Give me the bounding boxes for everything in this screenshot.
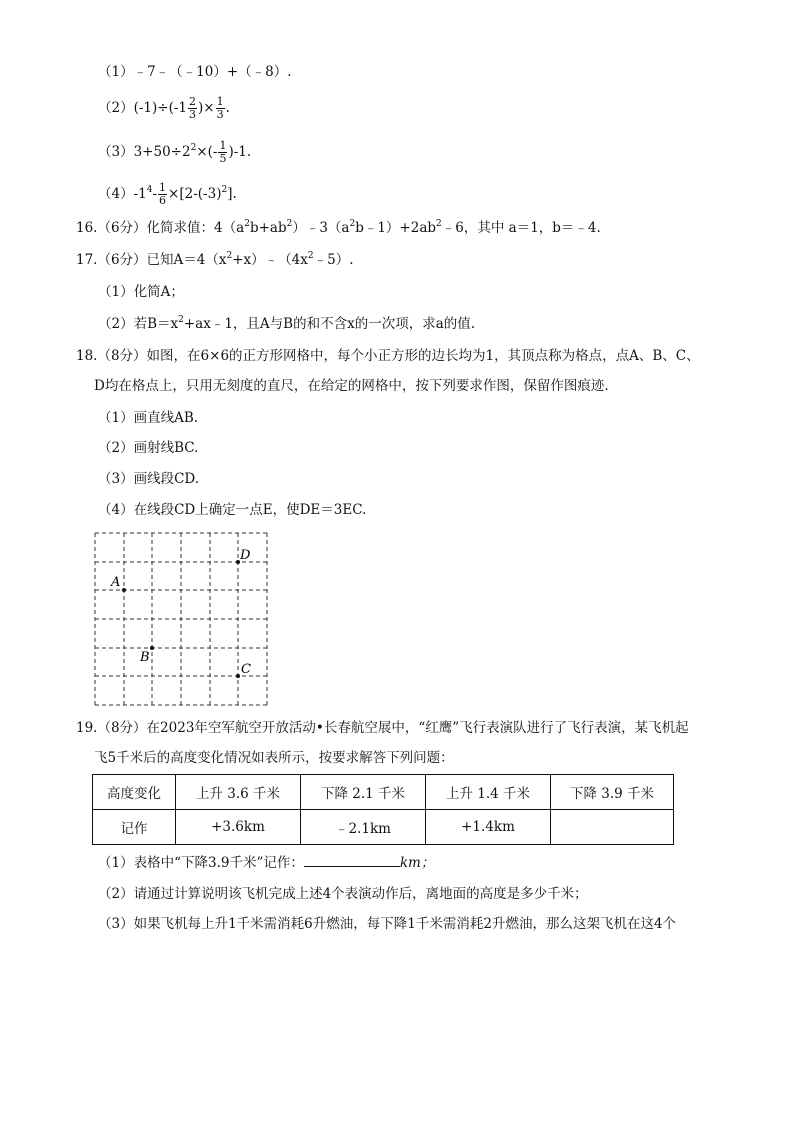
- table-cell: [551, 810, 674, 845]
- p15-part3: $(3)3+50\div 2^2\times(-$ $\frac{1}{5}$ )-1.: [98, 139, 252, 165]
- p17-q2: （2）若$B=x^2+ax﹣1$，且A与B的和不含x的一次项，求a的值.: [98, 315, 476, 332]
- table-cell: 下降 3.9 千米: [551, 775, 674, 810]
- table-cell: 高度变化: [93, 775, 176, 810]
- p18-q4: （4）在线段CD上确定一点E，使DE＝3EC.: [98, 502, 367, 518]
- table-cell: 记作: [93, 810, 176, 845]
- p16-text: 16.（6分）化简求值：$4(a^2b+ab^2)﹣3(a^2b﹣1)+2ab^2﹣6$，其中 a＝1，b＝﹣4.: [76, 219, 601, 236]
- point-a-label: A: [111, 575, 121, 590]
- p15-part4: $(4)-1^4-$ $\frac{1}{6}$ $\times[2-(-3)^2]$.: [98, 181, 237, 207]
- table-cell: ﹣2.1km: [301, 810, 426, 845]
- p18-stem-line1: 18.（8分）如图，在6×6的正方形网格中，每个小正方形的边长均为1，其顶点称为格点，点A、B、C、: [76, 348, 700, 364]
- p19-stem-line1: 19.（8分）在2023年空军航空开放活动•长春航空展中，“红鹰”飞行表演队进行了飞行表演，某飞机起: [76, 720, 689, 736]
- table-cell: 下降 2.1 千米: [301, 775, 426, 810]
- altitude-table: [92, 774, 674, 845]
- point-a-dot: [122, 588, 126, 592]
- p18-q1: （1）画直线AB.: [98, 410, 199, 426]
- table-cell: +3.6km: [176, 810, 301, 845]
- point-c-dot: [236, 674, 240, 678]
- p18-q3: （3）画线段CD.: [98, 471, 200, 487]
- p19-stem-line2: 飞5千米后的高度变化情况如表所示，按要求解答下列问题：: [94, 750, 454, 766]
- p18-q2: （2）画射线BC.: [98, 440, 199, 456]
- table-row: [93, 810, 674, 845]
- answer-blank[interactable]: [304, 852, 400, 867]
- table-cell: +1.4km: [426, 810, 551, 845]
- point-d-label: D: [240, 548, 251, 563]
- p17-q1: （1）化简A；: [98, 284, 184, 300]
- point-b-dot: [150, 646, 154, 650]
- p15-part1: （1）﹣7﹣（﹣10）+（﹣8）.: [98, 64, 292, 80]
- p15-part2: （2）(-1)÷(-1 $\frac{2}{3}$ )× $\frac{1}{3}$ .: [98, 95, 230, 121]
- p19-q2: （2）请通过计算说明该飞机完成上述4个表演动作后，离地面的高度是多少千米；: [98, 886, 588, 902]
- p17-stem: 17.（6分）已知$A=4(x^2+x)﹣(4x^2﹣5)$.: [76, 251, 354, 268]
- p18-stem-line2: D均在格点上，只用无刻度的直尺，在给定的网格中，按下列要求作图，保留作图痕迹.: [94, 378, 609, 394]
- p19-q1: （1）表格中“下降3.9千米”记作： km；: [98, 852, 434, 873]
- p19-q3: （3）如果飞机每上升1千米需消耗6升燃油，每下降1千米需消耗2升燃油，那么这架飞机在这4个: [98, 916, 677, 932]
- point-c-label: C: [241, 662, 251, 677]
- table-row: [93, 775, 674, 810]
- table-cell: 上升 3.6 千米: [176, 775, 301, 810]
- table-cell: 上升 1.4 千米: [426, 775, 551, 810]
- point-b-label: B: [140, 650, 150, 665]
- grid-figure: [90, 528, 275, 710]
